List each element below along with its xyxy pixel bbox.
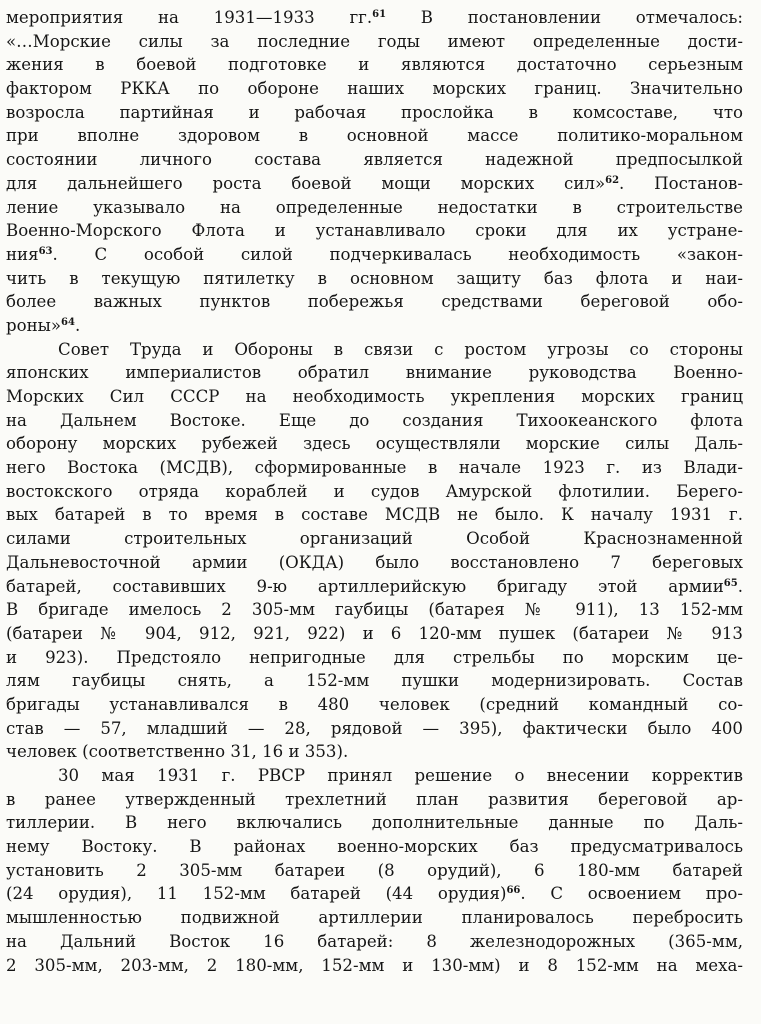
text-segment: него Востока (МСДВ), сформированные в начале 1923 г. из Влади-	[6, 458, 743, 478]
text-line	[6, 646, 743, 670]
text-line	[6, 456, 743, 480]
text-line	[6, 480, 743, 504]
text-line	[6, 693, 743, 717]
text-segment: . С особой силой подчеркивалась необходимость «закон-	[52, 244, 743, 264]
text-segment: в ранее утвержденный трехлетний план развития береговой ар-	[6, 789, 743, 809]
text-line	[6, 385, 743, 409]
text-line	[6, 219, 743, 243]
text-segment: жения в боевой подготовке и являются достаточно серьезным	[6, 55, 743, 75]
text-segment: востокского отряда кораблей и судов Амурской флотилии. Берего-	[6, 481, 743, 501]
text-segment: на Дальний Восток 16 батарей: 8 железнодорожных (365-мм,	[6, 931, 743, 951]
text-segment: состоянии личного состава является надежной предпосылкой	[6, 150, 743, 170]
text-segment: Совет Труда и Обороны в связи с ростом угрозы со стороны	[58, 339, 743, 359]
text-segment: на Дальнем Востоке. Еще до создания Тихоокеанского флота	[6, 410, 743, 430]
text-segment: . С освоением про-	[520, 884, 743, 904]
text-segment: 2 305-мм, 203-мм, 2 180-мм, 152-мм и 130-мм) и 8 152-мм на меха-	[6, 955, 743, 975]
text-line	[6, 267, 743, 291]
text-segment: став — 57, младший — 28, рядовой — 395), фактически было 400	[6, 718, 743, 738]
text-line	[6, 101, 743, 125]
text-line	[6, 503, 743, 527]
text-segment: при вполне здоровом в основной массе политико-моральном	[6, 126, 743, 146]
text-line	[6, 788, 743, 812]
text-line	[6, 740, 743, 764]
text-line	[6, 361, 743, 385]
text-segment: (24 орудия), 11 152-мм батарей (44 орудия)	[6, 884, 507, 904]
text-segment: более важных пунктов побережья средствами береговой обо-	[6, 292, 743, 312]
text-line	[6, 409, 743, 433]
text-segment: .	[737, 576, 743, 596]
text-segment: Военно-Морского Флота и устанавливало сроки для их устране-	[6, 221, 743, 241]
text-segment: вых батарей в то время в составе МСДВ не было. К началу 1931 г.	[6, 505, 743, 525]
text-line	[6, 669, 743, 693]
text-segment: оборону морских рубежей здесь осуществляли морские силы Даль-	[6, 434, 743, 454]
text-line	[6, 30, 743, 54]
text-line	[6, 859, 743, 883]
footnote-ref: 62	[605, 174, 620, 186]
text-line	[6, 53, 743, 77]
text-line	[6, 314, 743, 338]
text-segment: чить в текущую пятилетку в основном защиту баз флота и наи-	[6, 268, 743, 288]
footnote-ref: 61	[372, 9, 387, 20]
text-segment: возросла партийная и рабочая прослойка в комсоставе, что	[6, 102, 743, 122]
text-segment: мероприятия на 1931—1933 гг.	[6, 8, 373, 27]
text-segment: Дальневосточной армии (ОКДА) было восстановлено 7 береговых	[6, 552, 743, 572]
text-line	[6, 124, 743, 148]
text-segment: батарей, составивших 9-ю артиллерийскую бригаду этой армии	[6, 576, 724, 596]
text-segment: «…Морские силы за последние годы имеют определенные дости-	[6, 31, 743, 51]
text-line	[6, 196, 743, 220]
text-segment: тиллерии. В него включались дополнительные данные по Даль-	[6, 813, 743, 833]
text-line	[6, 575, 743, 599]
text-line	[6, 598, 743, 622]
text-line	[6, 551, 743, 575]
text-line	[6, 243, 743, 267]
text-line	[6, 77, 743, 101]
footnote-ref: 63	[38, 245, 53, 257]
text-segment: силами строительных организаций Особой Краснознаменной	[6, 529, 743, 549]
text-segment: установить 2 305-мм батареи (8 орудий), 6 180-мм батарей	[6, 860, 743, 880]
text-segment: В постановлении отмечалось:	[386, 8, 743, 27]
text-line	[6, 882, 743, 906]
text-segment: и 923). Предстояло непригодные для стрельбы по морским це-	[6, 647, 743, 667]
text-segment: фактором РККА по обороне наших морских границ. Значительно	[6, 79, 743, 99]
text-line	[6, 717, 743, 741]
text-segment: ния	[6, 244, 39, 264]
text-segment: . Постанов-	[619, 173, 743, 193]
text-line	[6, 835, 743, 859]
text-line	[6, 930, 743, 954]
text-line	[6, 338, 743, 362]
text-segment: (батареи № 904, 912, 921, 922) и 6 120-мм пушек (батареи № 913	[6, 623, 743, 643]
footnote-ref: 66	[506, 885, 521, 897]
text-line	[6, 954, 743, 978]
text-line	[6, 811, 743, 835]
text-segment: для дальнейшего роста боевой мощи морских сил»	[6, 173, 606, 193]
text-line	[6, 906, 743, 930]
text-segment: японских империалистов обратил внимание руководства Военно-	[6, 363, 743, 383]
text-segment: нему Востоку. В районах военно-морских баз предусматривалось	[6, 837, 743, 857]
text-segment: роны»	[6, 315, 62, 335]
text-segment: человек (соответственно 31, 16 и 353).	[6, 742, 349, 762]
text-segment: .	[74, 315, 81, 335]
text-line	[6, 432, 743, 456]
text-segment: бригады устанавливался в 480 человек (средний командный со-	[6, 694, 743, 714]
footnote-ref: 64	[61, 316, 75, 328]
footnote-ref: 65	[723, 577, 738, 589]
text-line	[6, 527, 743, 551]
text-line	[6, 622, 743, 646]
text-line	[6, 764, 743, 788]
text-segment: лям гаубицы снять, а 152-мм пушки модернизировать. Состав	[6, 671, 743, 691]
text-line	[6, 6, 743, 30]
text-segment: В бригаде имелось 2 305-мм гаубицы (батарея № 911), 13 152-мм	[6, 600, 743, 620]
text-line	[6, 148, 743, 172]
text-line	[6, 172, 743, 196]
text-segment: ление указывало на определенные недостатки в строительстве	[6, 197, 743, 217]
text-segment: Морских Сил СССР на необходимость укрепления морских границ	[6, 387, 743, 406]
text-line	[6, 290, 743, 314]
text-segment: 30 мая 1931 г. РВСР принял решение о внесении корректив	[58, 766, 743, 785]
text-segment: мышленностью подвижной артиллерии планировалось перебросить	[6, 908, 743, 928]
